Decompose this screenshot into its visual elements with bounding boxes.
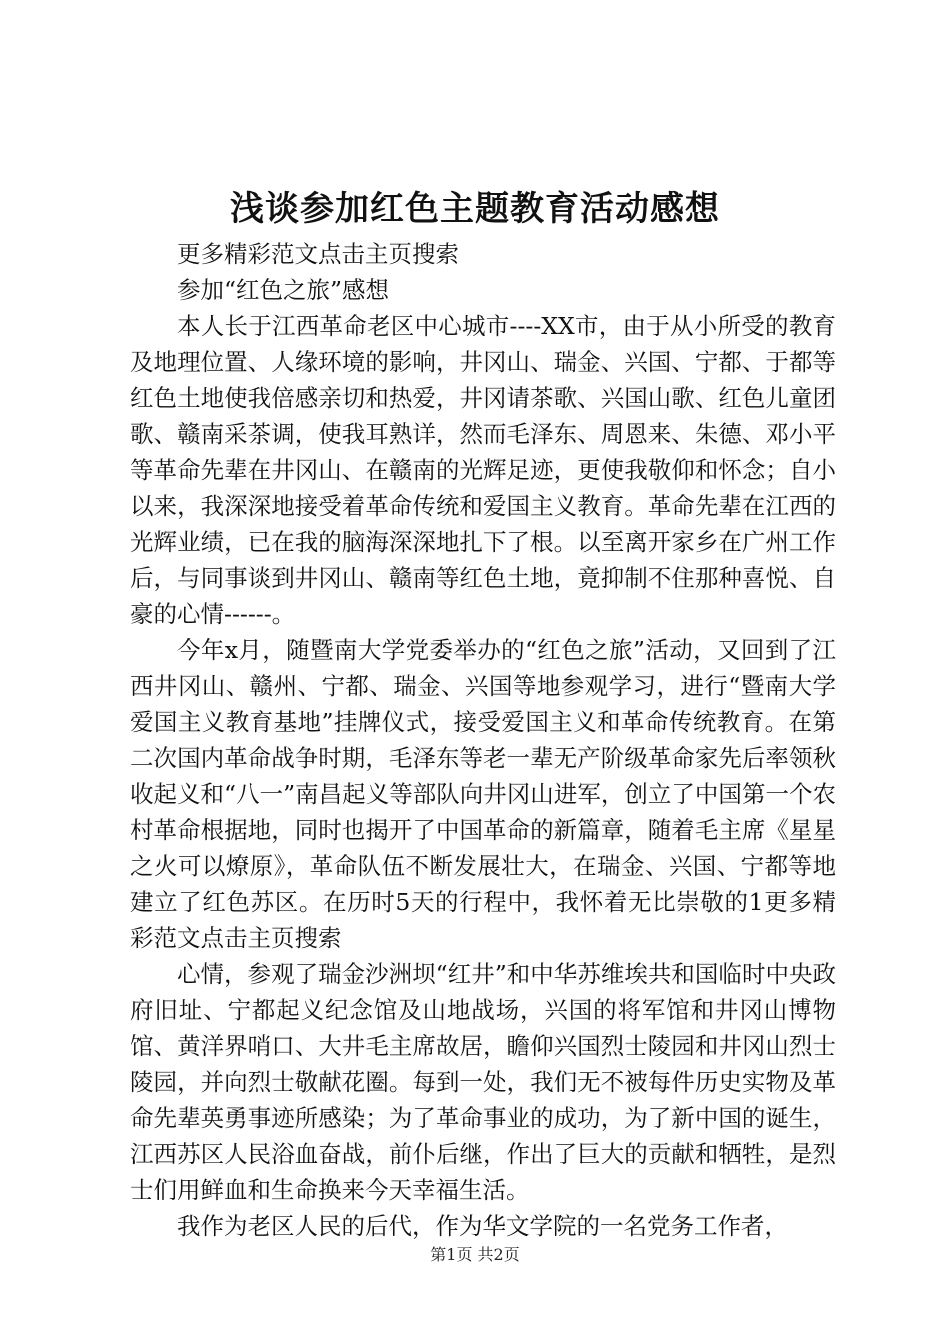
page-number-footer: 第1页 共2页 <box>430 1245 520 1264</box>
document-title: 浅谈参加红色主题教育活动感想 <box>230 189 720 229</box>
paragraph-visit: 心情，参观了瑞金沙洲坝“红井”和中华苏维埃共和国临时中央政府旧址、宁都起义纪念馆及山地战场，兴国的将军馆和井冈山博物馆、黄洋界哨口、大井毛主席故居，瞻仰兴国烈士陵园和井冈山烈士陵园，并向烈士敬献花圈。每到一处，我们无不被每件历史实物及革命先辈英勇事迹所感染；为了革命事业的成功，为了新中国的诞生，江西苏区人民浴血奋战，前仆后继，作出了巨大的贡献和牺牲，是烈士们用鲜血和生命换来今天幸福生活。 <box>130 960 836 1204</box>
document-body <box>130 236 836 1244</box>
paragraph-trip: 今年x月，随暨南大学党委举办的“红色之旅”活动，又回到了江西井冈山、赣州、宁都、瑞金、兴国等地参观学习，进行“暨南大学爱国主义教育基地”挂牌仪式，接受爱国主义和革命传统教育。在第二次国内革命战争时期，毛泽东等老一辈无产阶级革命家先后率领秋收起义和“八一”南昌起义等部队向井冈山进军，创立了中国第一个农村革命根据地，同时也揭开了中国革命的新篇章，随着毛主席《星星之火可以燎原》，革命队伍不断发展壮大，在瑞金、兴国、宁都等地建立了红色苏区。在历时5天的行程中，我怀着无比崇敬的1更多精彩范文点击主页搜索 <box>130 636 836 952</box>
paragraph-more-link: 更多精彩范文点击主页搜索 <box>177 240 459 268</box>
paragraph-closing: 我作为老区人民的后代，作为华文学院的一名党务工作者， <box>177 1212 788 1240</box>
paragraph-subtitle: 参加“红色之旅”感想 <box>177 276 390 304</box>
paragraph-intro: 本人长于江西革命老区中心城市----XX市，由于从小所受的教育及地理位置、人缘环境的影响，井冈山、瑞金、兴国、宁都、于都等红色土地使我倍感亲切和热爱，井冈请茶歌、兴国山歌、红色儿童团歌、赣南采茶调，使我耳熟详，然而毛泽东、周恩来、朱德、邓小平等革命先辈在井冈山、在赣南的光辉足迹，更使我敬仰和怀念；自小以来，我深深地接受着革命传统和爱国主义教育。革命先辈在江西的光辉业绩，已在我的脑海深深地扎下了根。以至离开家乡在广州工作后，与同事谈到井冈山、赣南等红色土地，竟抑制不住那种喜悦、自豪的心情------。 <box>130 312 836 628</box>
